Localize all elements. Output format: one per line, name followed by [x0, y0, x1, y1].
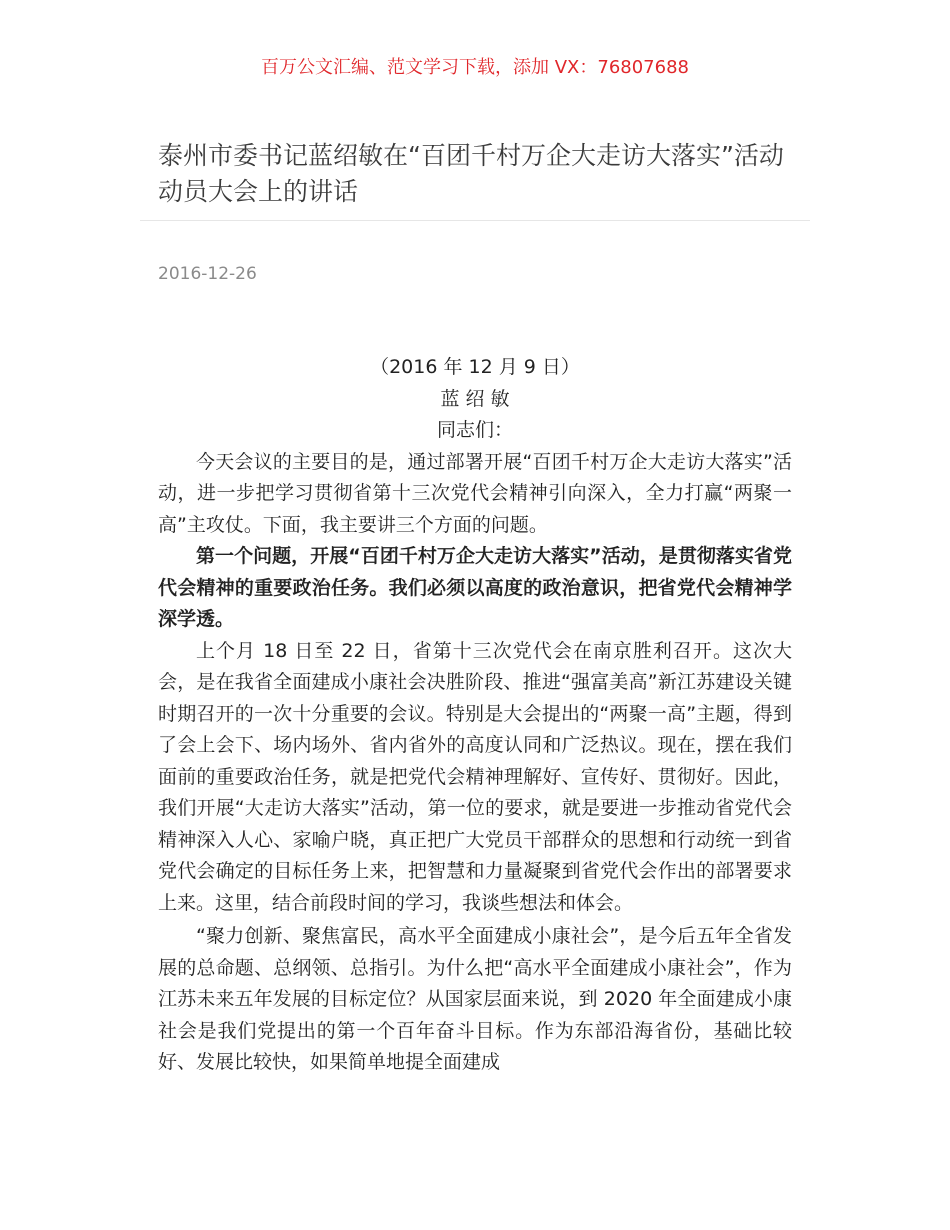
paragraph-section-heading: 第一个问题，开展“百团千村万企大走访大落实”活动，是贯彻落实省党代会精神的重要政治任务。我们必须以高度的政治意识，把省党代会精神学深学透。: [158, 545, 792, 630]
greeting: 同志们：: [436, 419, 513, 441]
speaker-name: 蓝 绍 敏: [440, 387, 510, 410]
speech-date: （2016 年 12 月 9 日）: [370, 356, 580, 378]
paragraph-congress: 上个月 18 日至 22 日，省第十三次党代会在南京胜利召开。这次大会，是在我省全面建成小康社会决胜阶段、推进“强富美高”新江苏建设关键时期召开的一次十分重要的会议。特别是大会提出的“两聚一高”主题，得到了会上会下、场内场外、省内省外的高度认同和广泛热议。现在，摆在我们面前的重要政治任务，就是把党代会精神理解好、宣传好、贯彻好。因此，我们开展“大走访大落实”活动，第一位的要求，就是要进一步推动省党代会精神深入人心、家喻户晓，真正把广大党员干部群众的思想和行动统一到省党代会确定的目标任务上来，把智慧和力量凝聚到省党代会作出的部署要求上来。这里，结合前段时间的学习，我谈些想法和体会。: [158, 639, 792, 914]
paragraph-intro: 今天会议的主要目的是，通过部署开展“百团千村万企大走访大落实”活动，进一步把学习贯彻省第十三次党代会精神引向深入，全力打赢“两聚一高”主攻仗。下面，我主要讲三个方面的问题。: [158, 450, 792, 536]
title-divider: [140, 220, 810, 221]
publish-date: 2016-12-26: [158, 264, 257, 284]
article-title: 泰州市委书记蓝绍敏在“百团千村万企大走访大落实”活动动员大会上的讲话: [158, 141, 784, 206]
promo-banner: 百万公文汇编、范文学习下载，添加 VX：76807688: [261, 57, 689, 78]
article-body: [158, 352, 792, 1079]
paragraph-goal: “聚力创新、聚焦富民，高水平全面建成小康社会”，是今后五年全省发展的总命题、总纲领、总指引。为什么把“高水平全面建成小康社会”，作为江苏未来五年发展的目标定位？从国家层面来说，到 2020 年全面建成小康社会是我们党提出的第一个百年奋斗目标。作为东部沿海省份，基础比较好、发展比较快，如果简单地提全面建成: [158, 925, 792, 1073]
